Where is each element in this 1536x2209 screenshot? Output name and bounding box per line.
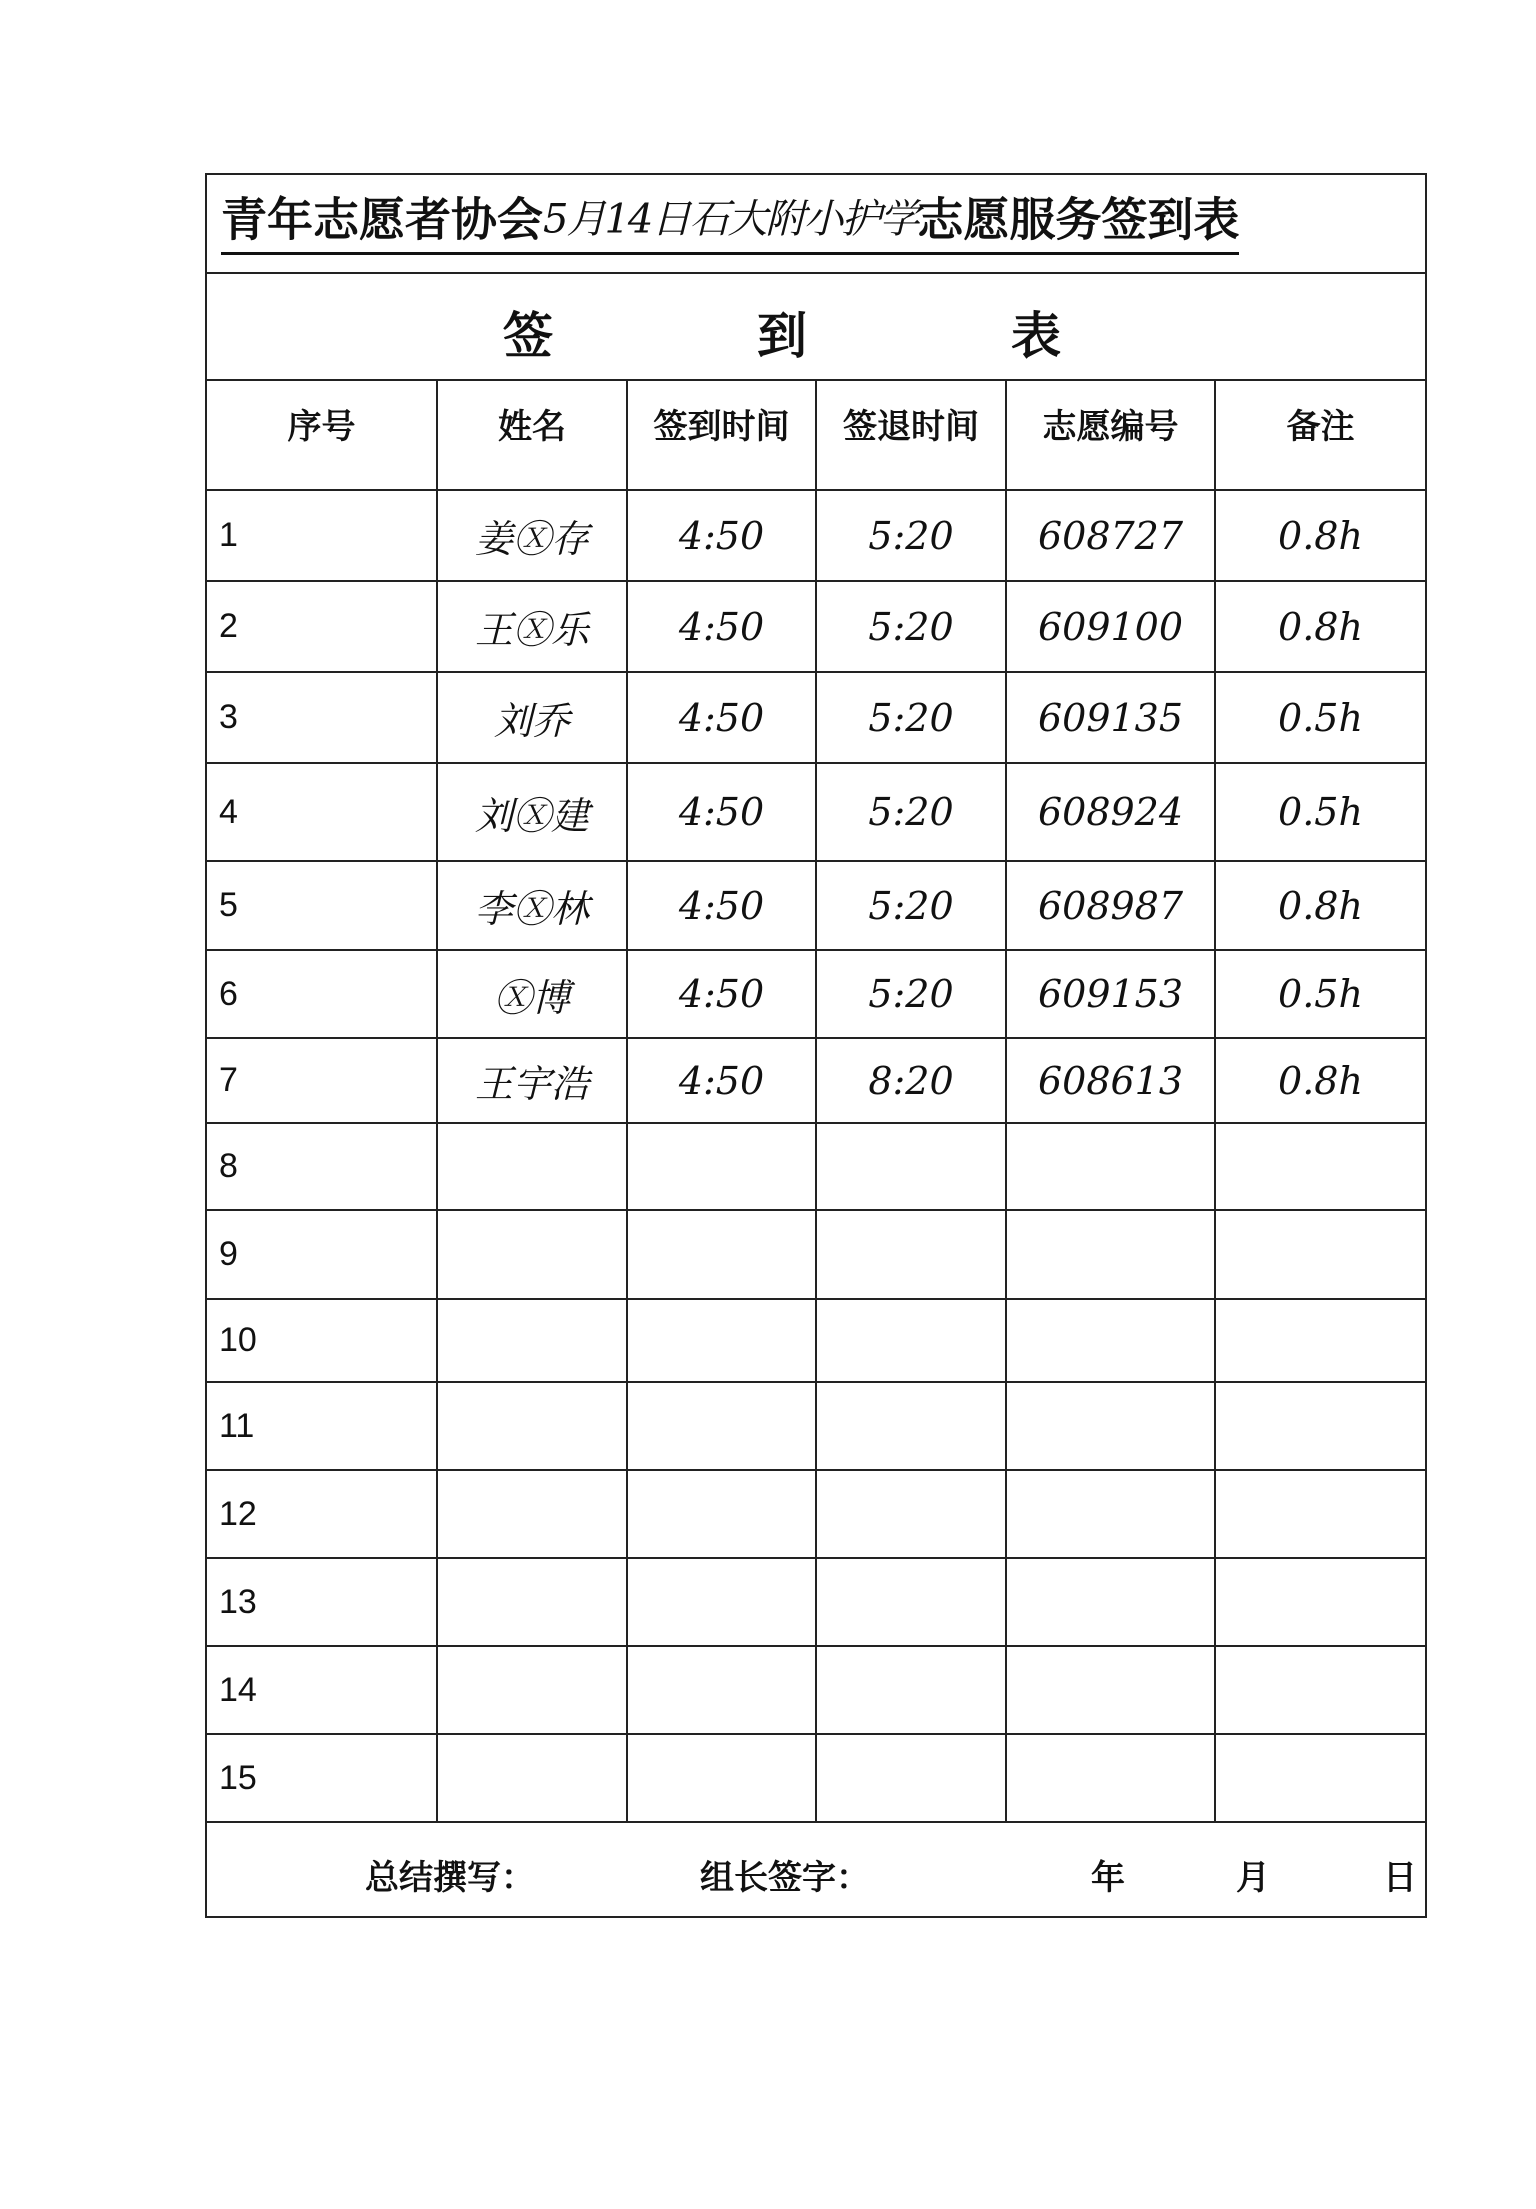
remark-cell xyxy=(1215,1558,1425,1646)
table-row xyxy=(207,1123,1425,1210)
check-out-time-cell: 5:20 xyxy=(816,763,1006,861)
check-in-time-cell xyxy=(627,1558,816,1646)
volunteer-name-cell xyxy=(437,1123,627,1210)
check-in-time-cell: 4:50 xyxy=(627,763,816,861)
footer-row xyxy=(207,1828,1425,1916)
volunteer-id-cell: 609153 xyxy=(1006,950,1215,1038)
row-index-cell: 8 xyxy=(207,1123,437,1210)
volunteer-id-cell: 608987 xyxy=(1006,861,1215,950)
volunteer-id-cell xyxy=(1006,1734,1215,1822)
check-out-time-cell xyxy=(816,1734,1006,1822)
row-index-cell: 13 xyxy=(207,1558,437,1646)
row-index-cell: 2 xyxy=(207,581,437,672)
check-in-time-cell xyxy=(627,1734,816,1822)
sign-in-table xyxy=(207,381,1425,1823)
table-row xyxy=(207,1210,1425,1299)
date-day-label: 日 xyxy=(1383,1858,1417,1898)
table-row xyxy=(207,672,1425,763)
volunteer-name-cell xyxy=(437,1470,627,1558)
check-in-time-cell xyxy=(627,1646,816,1734)
leader-signature-label: 组长签字： xyxy=(700,1858,870,1898)
check-out-time-cell xyxy=(816,1646,1006,1734)
volunteer-name-cell: 姜Ⓧ存 xyxy=(437,490,627,581)
volunteer-id-cell xyxy=(1006,1123,1215,1210)
check-out-time-cell: 5:20 xyxy=(816,490,1006,581)
sheet-title xyxy=(221,189,1239,255)
volunteer-name-cell: 李Ⓧ林 xyxy=(437,861,627,950)
remark-cell: 0.5h xyxy=(1215,950,1425,1038)
check-in-time-cell xyxy=(627,1382,816,1470)
date-year-label: 年 xyxy=(1091,1858,1125,1898)
volunteer-id-cell xyxy=(1006,1299,1215,1382)
header-row xyxy=(207,381,1425,490)
remark-cell: 0.5h xyxy=(1215,672,1425,763)
table-row xyxy=(207,763,1425,861)
remark-cell xyxy=(1215,1470,1425,1558)
table-row xyxy=(207,490,1425,581)
table-row xyxy=(207,1299,1425,1382)
check-out-time-cell xyxy=(816,1123,1006,1210)
header-volunteer-id: 志愿编号 xyxy=(1006,381,1215,490)
check-in-time-cell xyxy=(627,1299,816,1382)
check-in-time-cell: 4:50 xyxy=(627,672,816,763)
check-out-time-cell xyxy=(816,1470,1006,1558)
remark-cell: 0.8h xyxy=(1215,581,1425,672)
subtitle-char-2: 到 xyxy=(757,307,807,365)
volunteer-name-cell: 刘Ⓧ建 xyxy=(437,763,627,861)
volunteer-name-cell xyxy=(437,1210,627,1299)
remark-cell xyxy=(1215,1382,1425,1470)
row-index-cell: 12 xyxy=(207,1470,437,1558)
remark-cell: 0.8h xyxy=(1215,490,1425,581)
table-row xyxy=(207,1382,1425,1470)
volunteer-name-cell xyxy=(437,1382,627,1470)
volunteer-name-cell: 刘乔 xyxy=(437,672,627,763)
check-in-time-cell: 4:50 xyxy=(627,581,816,672)
remark-cell: 0.5h xyxy=(1215,763,1425,861)
check-in-time-cell: 4:50 xyxy=(627,490,816,581)
check-in-time-cell: 4:50 xyxy=(627,950,816,1038)
remark-cell xyxy=(1215,1123,1425,1210)
row-index-cell: 6 xyxy=(207,950,437,1038)
title-row xyxy=(207,175,1425,274)
table-row xyxy=(207,1734,1425,1822)
volunteer-id-cell: 609135 xyxy=(1006,672,1215,763)
header-check-out-time: 签退时间 xyxy=(816,381,1006,490)
check-out-time-cell xyxy=(816,1558,1006,1646)
volunteer-name-cell xyxy=(437,1734,627,1822)
volunteer-name-cell xyxy=(437,1299,627,1382)
sign-in-sheet xyxy=(205,173,1427,1918)
row-index-cell: 15 xyxy=(207,1734,437,1822)
subtitle-char-1: 签 xyxy=(503,307,553,365)
subtitle-row xyxy=(207,274,1425,381)
header-index: 序号 xyxy=(207,381,437,490)
date-month-label: 月 xyxy=(1236,1858,1270,1898)
header-check-in-time: 签到时间 xyxy=(627,381,816,490)
volunteer-name-cell: Ⓧ博 xyxy=(437,950,627,1038)
table-row xyxy=(207,1646,1425,1734)
table-row xyxy=(207,1470,1425,1558)
table-row xyxy=(207,1038,1425,1123)
row-index-cell: 11 xyxy=(207,1382,437,1470)
check-out-time-cell xyxy=(816,1382,1006,1470)
volunteer-id-cell xyxy=(1006,1210,1215,1299)
volunteer-id-cell xyxy=(1006,1382,1215,1470)
check-out-time-cell: 8:20 xyxy=(816,1038,1006,1123)
remark-cell xyxy=(1215,1646,1425,1734)
row-index-cell: 10 xyxy=(207,1299,437,1382)
check-out-time-cell: 5:20 xyxy=(816,581,1006,672)
volunteer-name-cell: 王Ⓧ乐 xyxy=(437,581,627,672)
remark-cell xyxy=(1215,1734,1425,1822)
volunteer-id-cell: 609100 xyxy=(1006,581,1215,672)
check-in-time-cell xyxy=(627,1210,816,1299)
table-row xyxy=(207,1558,1425,1646)
check-out-time-cell xyxy=(816,1299,1006,1382)
check-in-time-cell: 4:50 xyxy=(627,861,816,950)
check-out-time-cell: 5:20 xyxy=(816,950,1006,1038)
row-index-cell: 5 xyxy=(207,861,437,950)
header-remarks: 备注 xyxy=(1215,381,1425,490)
title-suffix: 志愿服务签到表 xyxy=(917,192,1240,247)
row-index-cell: 3 xyxy=(207,672,437,763)
table-row xyxy=(207,861,1425,950)
check-in-time-cell: 4:50 xyxy=(627,1038,816,1123)
check-out-time-cell xyxy=(816,1210,1006,1299)
summary-label: 总结撰写： xyxy=(365,1858,535,1898)
volunteer-id-cell xyxy=(1006,1470,1215,1558)
remark-cell: 0.8h xyxy=(1215,861,1425,950)
check-out-time-cell: 5:20 xyxy=(816,672,1006,763)
volunteer-id-cell xyxy=(1006,1646,1215,1734)
subtitle-char-3: 表 xyxy=(1011,307,1061,365)
row-index-cell: 9 xyxy=(207,1210,437,1299)
remark-cell: 0.8h xyxy=(1215,1038,1425,1123)
remark-cell xyxy=(1215,1299,1425,1382)
row-index-cell: 14 xyxy=(207,1646,437,1734)
check-out-time-cell: 5:20 xyxy=(816,861,1006,950)
table-row xyxy=(207,950,1425,1038)
check-in-time-cell xyxy=(627,1470,816,1558)
volunteer-id-cell: 608613 xyxy=(1006,1038,1215,1123)
title-handwritten-event: 5月14日石大附小护学 xyxy=(543,196,918,243)
volunteer-name-cell xyxy=(437,1558,627,1646)
volunteer-id-cell xyxy=(1006,1558,1215,1646)
row-index-cell: 1 xyxy=(207,490,437,581)
volunteer-id-cell: 608924 xyxy=(1006,763,1215,861)
volunteer-name-cell: 王宇浩 xyxy=(437,1038,627,1123)
title-org: 青年志愿者协会 xyxy=(221,192,543,247)
table-row xyxy=(207,581,1425,672)
row-index-cell: 7 xyxy=(207,1038,437,1123)
row-index-cell: 4 xyxy=(207,763,437,861)
volunteer-id-cell: 608727 xyxy=(1006,490,1215,581)
check-in-time-cell xyxy=(627,1123,816,1210)
remark-cell xyxy=(1215,1210,1425,1299)
volunteer-name-cell xyxy=(437,1646,627,1734)
header-name: 姓名 xyxy=(437,381,627,490)
